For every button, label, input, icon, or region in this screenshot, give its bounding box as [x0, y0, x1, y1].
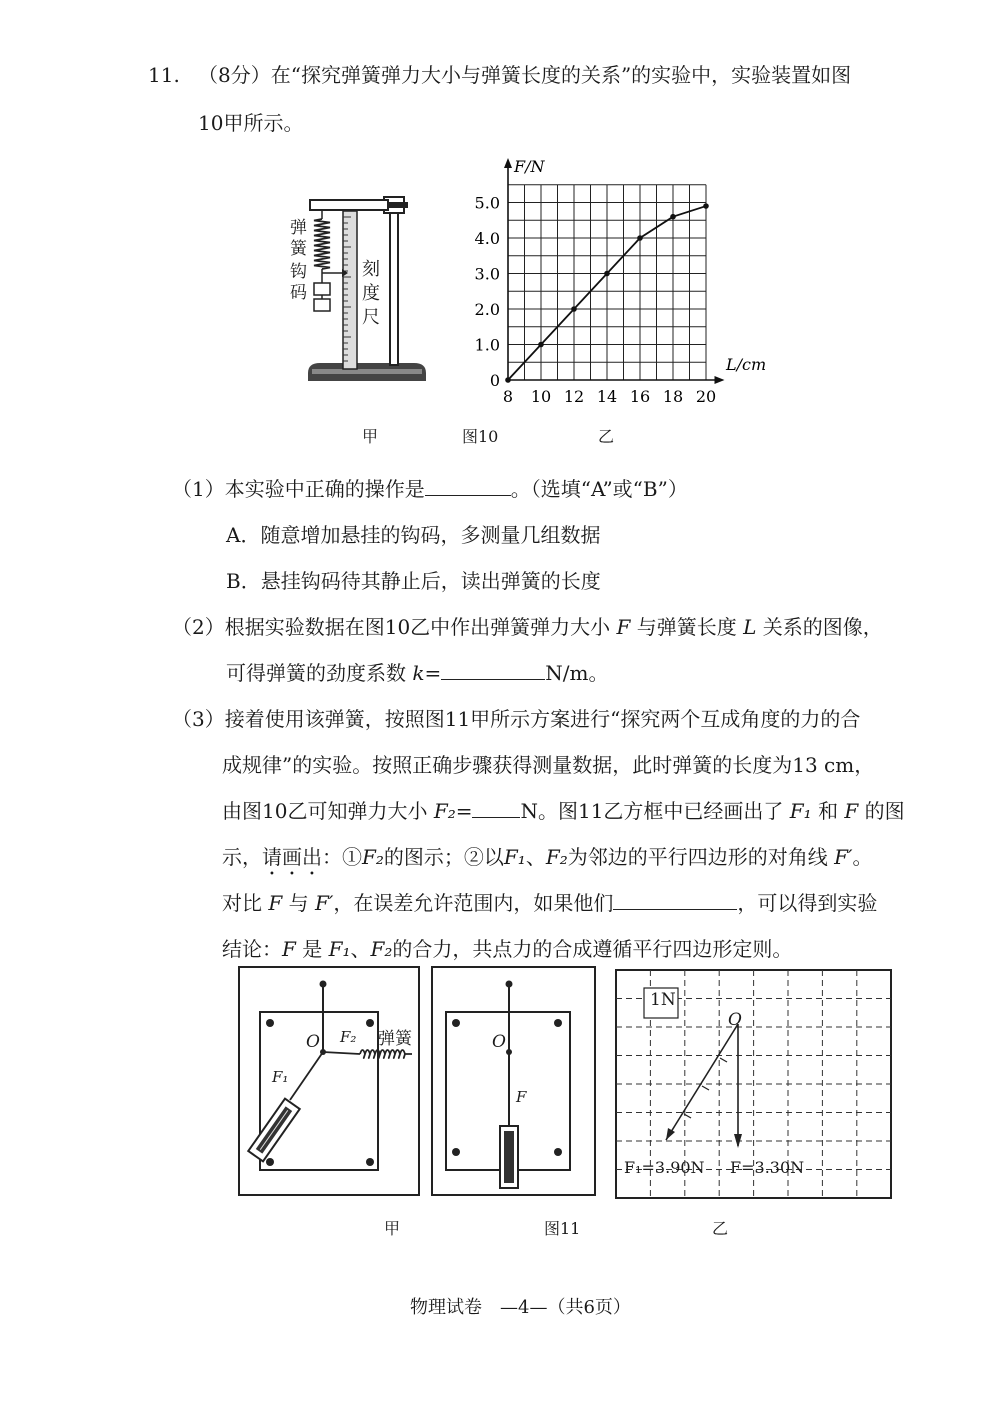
data-point — [670, 214, 676, 220]
data-point — [538, 342, 544, 348]
fig11-mid-F: F — [516, 1088, 527, 1106]
chart-y-axis-label: F/N — [514, 157, 545, 176]
x-tick-label: 10 — [530, 387, 552, 406]
part3-line4: 示，请画出：①F₂的图示；②以F₁、F₂为邻边的平行四边形的对角线 F′。 — [222, 845, 873, 869]
answer-blank-1[interactable] — [425, 475, 511, 496]
y-axis-arrow — [504, 158, 512, 168]
part3-line2: 成规律”的实验。按照正确步骤获得测量数据，此时弹簧的长度为13 cm， — [222, 753, 875, 777]
data-point — [703, 203, 709, 209]
y-tick-label: 4.0 — [474, 229, 500, 248]
label-weights: 钩码 — [290, 262, 307, 303]
fig10-caption-left: 甲 — [362, 427, 379, 446]
label-spring: 弹簧 — [290, 218, 307, 259]
fig11-right-O: O — [728, 1010, 742, 1030]
part3-line3: 由图10乙可知弹力大小 F₂= N。图11乙方框中已经画出了 F₁ 和 F 的图 — [222, 799, 905, 823]
x-tick-label: 20 — [695, 387, 717, 406]
fig11-caption-center: 图11 — [544, 1219, 581, 1238]
part1-option-a: A．随意增加悬挂的钩码，多测量几组数据 — [226, 523, 601, 547]
question-number: 11. — [148, 63, 180, 87]
x-tick-label: 8 — [502, 387, 514, 406]
label-ruler: 刻度尺 — [362, 259, 380, 328]
data-point — [637, 235, 643, 241]
fig10-caption-center: 图10 — [462, 427, 499, 446]
fig11-left-F2: F₂ — [340, 1028, 357, 1046]
answer-blank-4[interactable] — [613, 889, 737, 910]
part2-line1: （2）根据实验数据在图10乙中作出弹簧弹力大小 F 与弹簧长度 L 关系的图像， — [172, 615, 883, 639]
answer-blank-3[interactable] — [472, 797, 520, 818]
part3-line5: 对比 F 与 F′，在误差允许范围内，如果他们 ，可以得到实验 — [222, 891, 878, 915]
data-point — [505, 377, 511, 383]
fig11-F-value: F=3.30N — [730, 1158, 805, 1177]
figure11-setup — [238, 966, 598, 1198]
data-point — [571, 306, 577, 312]
fig11-left-spring: 弹簧 — [378, 1029, 412, 1049]
x-tick-label: 12 — [563, 387, 585, 406]
y-tick-label: 1.0 — [474, 335, 500, 355]
y-tick-label: 5.0 — [474, 193, 500, 213]
y-tick-label: 0 — [489, 371, 500, 390]
y-tick-label: 3.0 — [474, 264, 500, 284]
fig11-left-F1: F₁ — [272, 1068, 289, 1086]
fig11-caption-right: 乙 — [712, 1219, 729, 1238]
fig10-caption-right: 乙 — [598, 427, 615, 446]
fig11-scale-label: 1N — [650, 990, 676, 1010]
figure10-chart — [470, 150, 780, 410]
x-tick-label: 18 — [662, 387, 684, 406]
x-axis-arrow — [715, 376, 725, 384]
y-tick-label: 2.0 — [474, 300, 500, 319]
chart-x-axis-label: L/cm — [726, 355, 767, 374]
x-tick-label: 16 — [629, 387, 651, 406]
fig11-mid-O: O — [492, 1032, 506, 1052]
question-header-cont: 10甲所示。 — [198, 111, 304, 135]
page-footer: 物理试卷 —4—（共6页） — [410, 1297, 631, 1318]
question-header: （8分）在“探究弹簧弹力大小与弹簧长度的关系”的实验中，实验装置如图 — [198, 63, 852, 87]
fig11-caption-left: 甲 — [384, 1219, 401, 1238]
fig11-left-O: O — [306, 1032, 320, 1052]
answer-blank-2[interactable] — [441, 659, 545, 680]
part1-option-b: B．悬挂钩码待其静止后，读出弹簧的长度 — [226, 569, 601, 593]
part2-line2: 可得弹簧的劲度系数 k= N/m。 — [226, 661, 609, 685]
data-point — [604, 271, 610, 277]
part1-prompt: （1）本实验中正确的操作是 。（选填“A”或“B”） — [172, 477, 688, 501]
fig11-F1-value: F₁=3.90N — [624, 1158, 705, 1177]
x-tick-label: 14 — [596, 387, 618, 406]
part3-line1: （3）接着使用该弹簧，按照图11甲所示方案进行“探究两个互成角度的力的合 — [172, 707, 861, 731]
part3-line6: 结论：F 是 F₁、F₂的合力，共点力的合成遵循平行四边形定则。 — [222, 937, 793, 961]
